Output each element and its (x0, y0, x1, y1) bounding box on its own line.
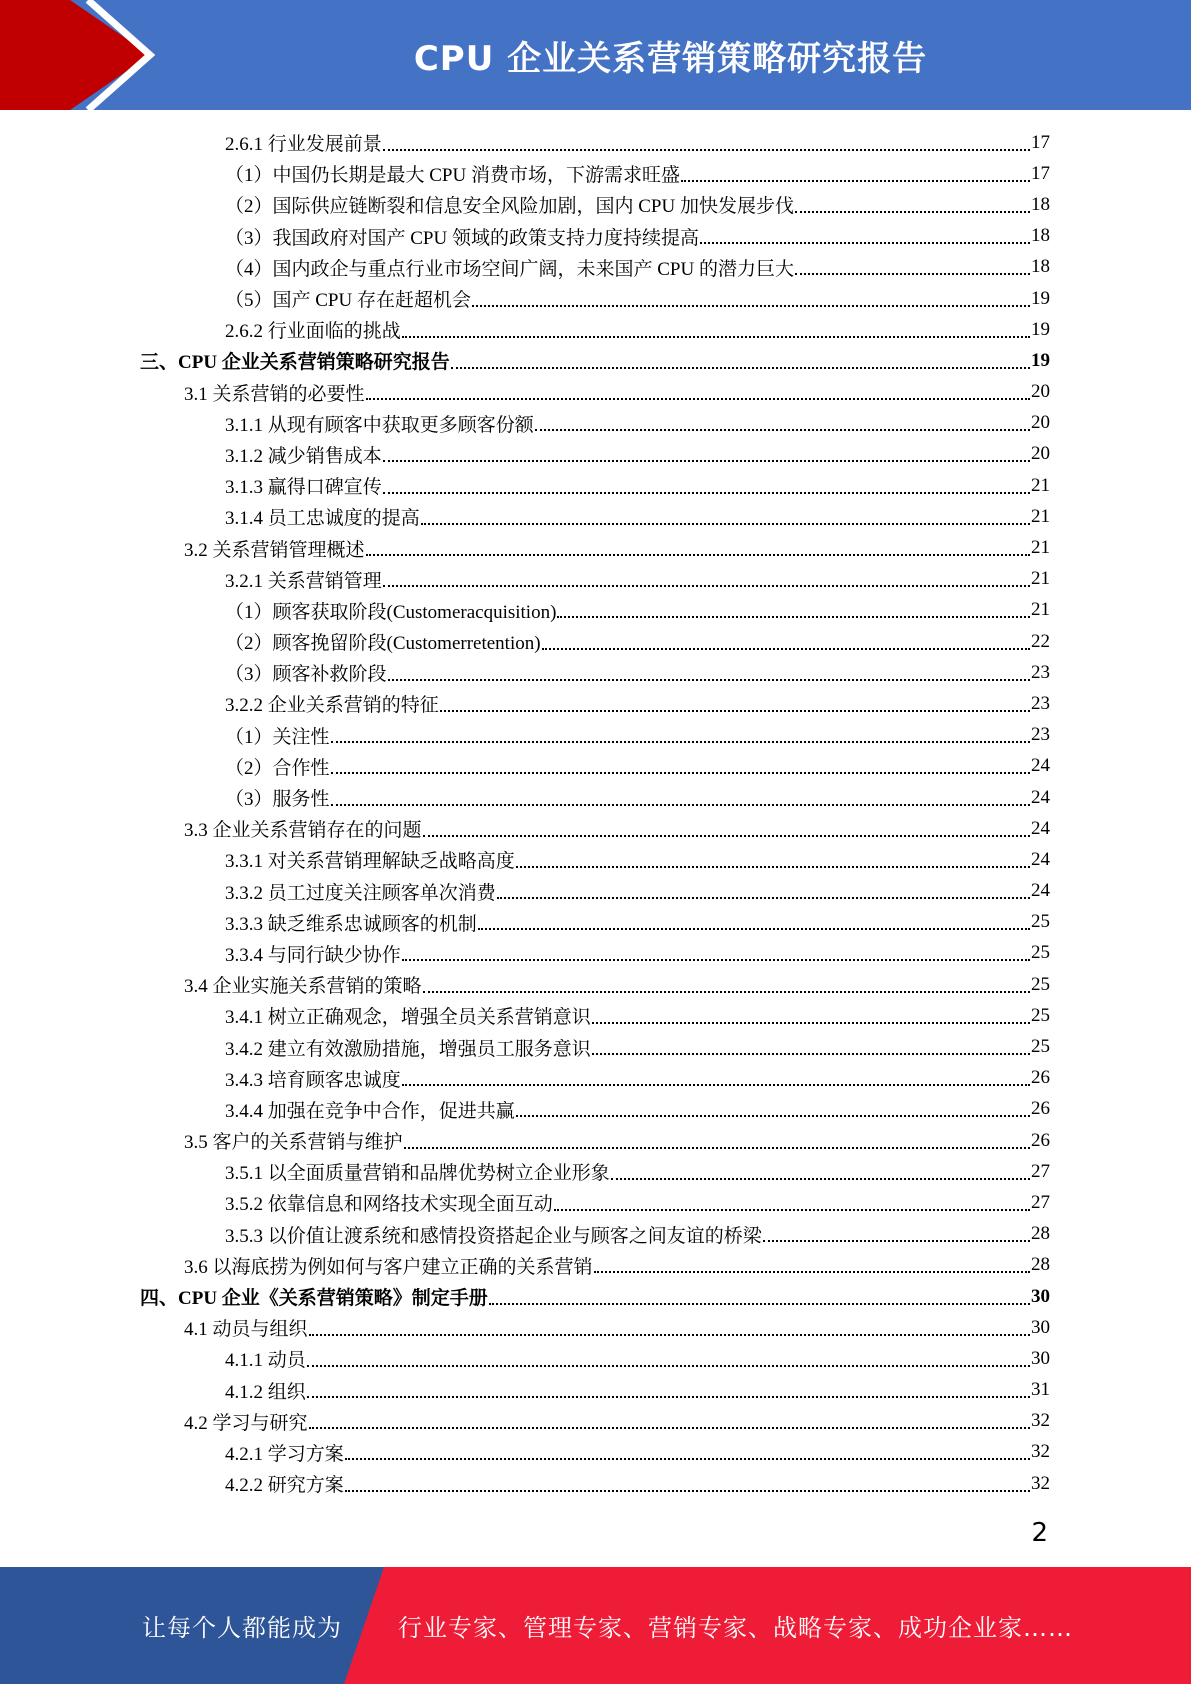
toc-entry[interactable] (140, 1219, 1050, 1250)
toc-dot-leader (423, 973, 1030, 993)
footer-slogan-left: 让每个人都能成为 (142, 1614, 342, 1642)
toc-entry-title: 3.3.1 对关系营销理解缺乏战略高度 (225, 851, 515, 873)
toc-entry-title: 4.1 动员与组织 (184, 1319, 308, 1341)
toc-entry[interactable] (140, 720, 1050, 751)
page-footer (0, 1567, 1191, 1684)
toc-entry[interactable] (140, 439, 1050, 470)
toc-entry-title: 3.4 企业实施关系营销的策略 (184, 976, 422, 998)
toc-entry[interactable] (140, 532, 1050, 563)
toc-entry-page: 23 (1031, 724, 1050, 746)
toc-dot-leader (388, 661, 1030, 681)
toc-entry[interactable] (140, 1468, 1050, 1499)
toc-entry[interactable] (140, 1187, 1050, 1218)
toc-entry-page: 26 (1031, 1098, 1050, 1120)
toc-entry-page: 30 (1031, 1347, 1050, 1369)
toc-entry[interactable] (140, 252, 1050, 283)
toc-dot-leader (451, 349, 1030, 369)
toc-entry[interactable] (140, 1000, 1050, 1031)
page-number: 2 (1031, 1518, 1048, 1548)
toc-entry-title: 3.2 关系营销管理概述 (184, 539, 365, 561)
toc-dot-leader (404, 1129, 1030, 1149)
toc-dot-leader (763, 1222, 1030, 1242)
toc-entry-page: 20 (1031, 443, 1050, 465)
toc-dot-leader (366, 536, 1030, 556)
toc-entry[interactable] (140, 813, 1050, 844)
toc-dot-leader (489, 1285, 1030, 1305)
toc-entry[interactable] (140, 1281, 1050, 1312)
toc-entry-page: 25 (1031, 942, 1050, 964)
toc-entry-title: 4.1.2 组织 (225, 1381, 306, 1403)
toc-dot-leader (681, 162, 1030, 182)
toc-entry[interactable] (140, 1375, 1050, 1406)
toc-entry[interactable] (140, 1063, 1050, 1094)
toc-entry-title: （3）服务性 (225, 789, 330, 811)
toc-entry-page: 21 (1031, 537, 1050, 559)
toc-entry[interactable] (140, 1250, 1050, 1281)
toc-entry-title: 3.5.2 依靠信息和网络技术实现全面互动 (225, 1194, 553, 1216)
header-arrow-decoration (0, 0, 160, 110)
toc-entry-title: 3.5.1 以全面质量营销和品牌优势树立企业形象 (225, 1163, 610, 1185)
toc-entry[interactable] (140, 844, 1050, 875)
toc-dot-leader (535, 411, 1030, 431)
toc-entry[interactable] (140, 501, 1050, 532)
toc-entry-page: 18 (1031, 193, 1050, 215)
toc-entry-page: 21 (1031, 474, 1050, 496)
toc-entry-title: 4.2.1 学习方案 (225, 1443, 344, 1465)
toc-entry-page: 21 (1031, 599, 1050, 621)
toc-entry-page: 27 (1031, 1160, 1050, 1182)
toc-entry-page: 19 (1031, 318, 1050, 340)
toc-dot-leader (611, 1160, 1030, 1180)
toc-entry[interactable] (140, 1125, 1050, 1156)
toc-entry[interactable] (140, 1094, 1050, 1125)
toc-entry-title: （3）顾客补救阶段 (225, 664, 387, 686)
toc-dot-leader (516, 848, 1030, 868)
toc-dot-leader (331, 754, 1030, 774)
toc-entry-title: 4.2.2 研究方案 (225, 1475, 344, 1497)
toc-dot-leader (795, 255, 1030, 275)
toc-entry[interactable] (140, 1156, 1050, 1187)
toc-entry-title: 4.2 学习与研究 (184, 1412, 308, 1434)
toc-entry-title: 3.1 关系营销的必要性 (184, 383, 365, 405)
toc-dot-leader (307, 1347, 1030, 1367)
toc-entry[interactable] (140, 158, 1050, 189)
toc-entry-title: 4.1.1 动员 (225, 1350, 306, 1372)
toc-entry-page: 18 (1031, 256, 1050, 278)
toc-entry[interactable] (140, 657, 1050, 688)
toc-dot-leader (516, 1097, 1030, 1117)
toc-entry-title: （2）国际供应链断裂和信息安全风险加剧，国内 CPU 加快发展步伐 (225, 196, 794, 218)
toc-entry[interactable] (140, 876, 1050, 907)
toc-entry-title: （2）顾客挽留阶段(Customerretention) (225, 633, 541, 655)
toc-dot-leader (700, 224, 1030, 244)
toc-dot-leader (331, 786, 1030, 806)
toc-entry-title: （1）顾客获取阶段(Customeracquisition) (225, 601, 557, 623)
toc-entry[interactable] (140, 1437, 1050, 1468)
toc-entry-title: 3.1.4 员工忠诚度的提高 (225, 508, 420, 530)
toc-entry[interactable] (140, 1343, 1050, 1374)
toc-entry-page: 21 (1031, 505, 1050, 527)
toc-dot-leader (383, 442, 1030, 462)
toc-entry-title: 3.3.4 与同行缺少协作 (225, 944, 401, 966)
toc-entry[interactable] (140, 969, 1050, 1000)
toc-dot-leader (497, 879, 1030, 899)
toc-entry-title: 3.4.3 培育顾客忠诚度 (225, 1069, 401, 1091)
toc-entry[interactable] (140, 782, 1050, 813)
toc-entry-page: 20 (1031, 381, 1050, 403)
toc-entry[interactable] (140, 314, 1050, 345)
toc-entry[interactable] (140, 470, 1050, 501)
toc-dot-leader (472, 287, 1030, 307)
toc-entry[interactable] (140, 377, 1050, 408)
toc-entry-page: 17 (1031, 131, 1050, 153)
toc-entry-title: 3.4.2 建立有效激励措施，增强员工服务意识 (225, 1038, 591, 1060)
toc-entry-title: 3.2.1 关系营销管理 (225, 570, 382, 592)
toc-entry[interactable] (140, 688, 1050, 719)
toc-dot-leader (331, 723, 1030, 743)
toc-entry-title: 3.5 客户的关系营销与维护 (184, 1132, 403, 1154)
toc-entry[interactable] (140, 283, 1050, 314)
toc-entry-page: 25 (1031, 1004, 1050, 1026)
toc-entry-page: 32 (1031, 1472, 1050, 1494)
toc-entry-page: 28 (1031, 1254, 1050, 1276)
toc-dot-leader (309, 1409, 1030, 1429)
toc-entry[interactable] (140, 751, 1050, 782)
toc-entry-title: 3.1.3 赢得口碑宣传 (225, 477, 382, 499)
toc-dot-leader (402, 1066, 1030, 1086)
toc-dot-leader (594, 1253, 1030, 1273)
toc-dot-leader (542, 630, 1030, 650)
toc-entry-page: 24 (1031, 817, 1050, 839)
toc-entry[interactable] (140, 1312, 1050, 1343)
toc-entry-page: 24 (1031, 848, 1050, 870)
toc-entry-page: 23 (1031, 661, 1050, 683)
toc-entry-page: 25 (1031, 1036, 1050, 1058)
toc-dot-leader (592, 1035, 1030, 1055)
toc-entry[interactable] (140, 1406, 1050, 1437)
toc-entry[interactable] (140, 1031, 1050, 1062)
document-title: CPU 企业关系营销策略研究报告 (413, 38, 928, 79)
toc-entry-page: 28 (1031, 1223, 1050, 1245)
toc-entry-page: 30 (1031, 1285, 1050, 1307)
toc-entry-page: 24 (1031, 880, 1050, 902)
toc-entry-page: 23 (1031, 692, 1050, 714)
toc-entry[interactable] (140, 907, 1050, 938)
toc-entry-page: 18 (1031, 225, 1050, 247)
toc-dot-leader (554, 1191, 1030, 1211)
toc-entry-title: 四、CPU 企业《关系营销策略》制定手册 (140, 1288, 488, 1310)
toc-entry-title: 3.2.2 企业关系营销的特征 (225, 695, 439, 717)
toc-entry[interactable] (140, 938, 1050, 969)
toc-entry-title: 3.4.4 加强在竞争中合作，促进共赢 (225, 1100, 515, 1122)
toc-dot-leader (366, 380, 1030, 400)
toc-dot-leader (383, 474, 1030, 494)
toc-entry-title: （3）我国政府对国产 CPU 领域的政策支持力度持续提高 (225, 227, 699, 249)
toc-dot-leader (383, 567, 1030, 587)
toc-entry-page: 22 (1031, 630, 1050, 652)
toc-entry[interactable] (140, 564, 1050, 595)
toc-entry-page: 30 (1031, 1316, 1050, 1338)
toc-entry-page: 32 (1031, 1441, 1050, 1463)
toc-entry[interactable] (140, 626, 1050, 657)
toc-dot-leader (402, 318, 1030, 338)
toc-dot-leader (592, 1004, 1030, 1024)
toc-dot-leader (440, 692, 1030, 712)
toc-entry-page: 21 (1031, 568, 1050, 590)
toc-entry-title: 3.4.1 树立正确观念，增强全员关系营销意识 (225, 1007, 591, 1029)
toc-entry-page: 17 (1031, 162, 1050, 184)
toc-entry[interactable] (140, 408, 1050, 439)
toc-dot-leader (307, 1378, 1030, 1398)
toc-entry[interactable] (140, 345, 1050, 376)
toc-entry-page: 19 (1031, 349, 1050, 371)
toc-entry-title: （4）国内政企与重点行业市场空间广阔，未来国产 CPU 的潜力巨大 (225, 258, 794, 280)
toc-entry-title: 3.1.2 减少销售成本 (225, 445, 382, 467)
toc-dot-leader (421, 505, 1030, 525)
toc-entry[interactable] (140, 595, 1050, 626)
toc-entry-title: 3.5.3 以价值让渡系统和感情投资搭起企业与顾客之间友谊的桥梁 (225, 1225, 762, 1247)
toc-entry-page: 27 (1031, 1191, 1050, 1213)
toc-entry-title: 2.6.2 行业面临的挑战 (225, 321, 401, 343)
page-header (0, 0, 1191, 110)
toc-entry-title: 3.3.3 缺乏维系忠诚顾客的机制 (225, 913, 477, 935)
toc-entry-title: （2）合作性 (225, 757, 330, 779)
toc-entry[interactable] (140, 189, 1050, 220)
toc-dot-leader (345, 1472, 1030, 1492)
toc-entry-title: （1）中国仍长期是最大 CPU 消费市场，下游需求旺盛 (225, 165, 680, 187)
toc-dot-leader (383, 131, 1030, 151)
toc-entry-title: 3.3 企业关系营销存在的问题 (184, 820, 422, 842)
toc-dot-leader (478, 910, 1030, 930)
toc-dot-leader (402, 941, 1030, 961)
toc-entry[interactable] (140, 221, 1050, 252)
toc-entry-page: 26 (1031, 1067, 1050, 1089)
toc-dot-leader (309, 1316, 1030, 1336)
toc-entry-title: 3.6 以海底捞为例如何与客户建立正确的关系营销 (184, 1256, 593, 1278)
toc-entry-title: （1）关注性 (225, 726, 330, 748)
toc-entry-page: 24 (1031, 786, 1050, 808)
toc-entry-title: 3.1.1 从现有顾客中获取更多顾客份额 (225, 414, 534, 436)
toc-entry[interactable] (140, 127, 1050, 158)
toc-entry-page: 31 (1031, 1379, 1050, 1401)
toc-entry-page: 19 (1031, 287, 1050, 309)
toc-entry-title: （5）国产 CPU 存在赶超机会 (225, 290, 471, 312)
toc-entry-page: 25 (1031, 973, 1050, 995)
toc-dot-leader (345, 1440, 1030, 1460)
toc-entry-page: 26 (1031, 1129, 1050, 1151)
toc-dot-leader (795, 193, 1030, 213)
toc-entry-page: 32 (1031, 1410, 1050, 1432)
toc-dot-leader (423, 817, 1030, 837)
toc-entry-title: 三、CPU 企业关系营销策略研究报告 (140, 352, 450, 374)
toc-entry-page: 25 (1031, 911, 1050, 933)
toc-entry-page: 24 (1031, 755, 1050, 777)
table-of-contents (140, 127, 1050, 1499)
toc-dot-leader (557, 598, 1030, 618)
toc-entry-page: 20 (1031, 412, 1050, 434)
toc-entry-title: 3.3.2 员工过度关注顾客单次消费 (225, 882, 496, 904)
toc-entry-title: 2.6.1 行业发展前景 (225, 134, 382, 156)
footer-slogan-right: 行业专家、管理专家、营销专家、战略专家、成功企业家…… (398, 1614, 1073, 1642)
